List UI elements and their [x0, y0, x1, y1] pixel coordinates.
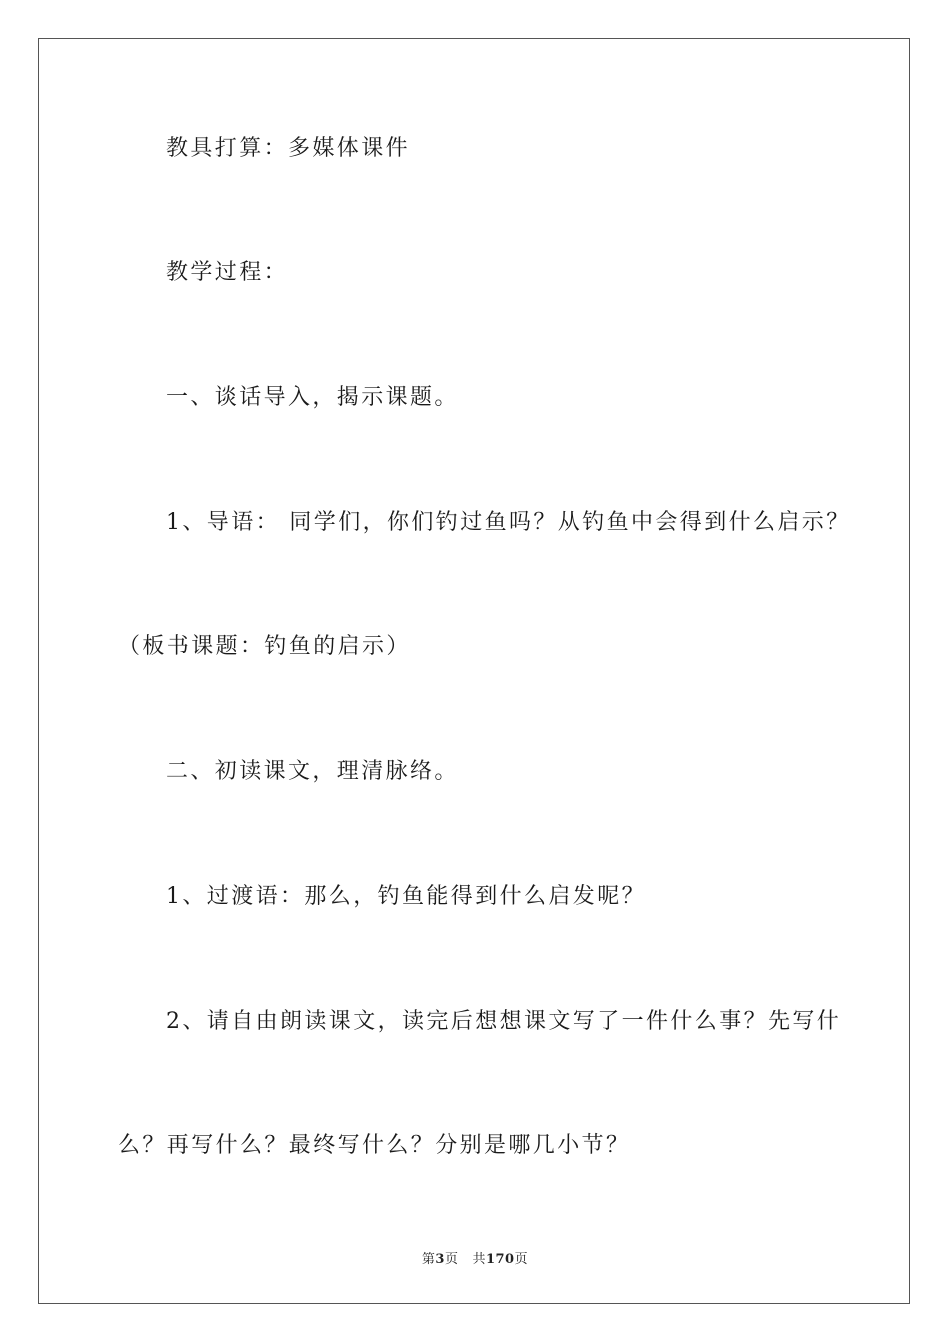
page-suffix: 页 [444, 1252, 459, 1267]
teaching-process-heading: 教学过程： [166, 260, 289, 285]
reading-task-line-2: 么？再写什么？最终写什么？分别是哪几小节？ [118, 1133, 631, 1158]
total-suffix: 页 [514, 1252, 529, 1267]
intro-speech-line: 1、导语： 同学们，你们钓过鱼吗？从钓鱼中会得到什么启示？ [166, 510, 851, 535]
reading-task-line-1: 2、请自由朗读课文，读完后想想课文写了一件什么事？先写什 [166, 1009, 842, 1034]
transition-speech-line: 1、过渡语：那么，钓鱼能得到什么启发呢？ [166, 884, 646, 909]
page-border [38, 38, 910, 1304]
section-one-heading: 一、谈话导入，揭示课题。 [166, 385, 459, 410]
total-prefix: 共 [472, 1252, 486, 1267]
page-prefix: 第 [421, 1252, 436, 1267]
page-number: 3 [435, 1252, 445, 1267]
page-footer [0, 1248, 950, 1267]
section-two-heading: 二、初读课文，理清脉络。 [166, 759, 459, 784]
teaching-aids-line: 教具打算：多媒体课件 [166, 136, 411, 161]
total-pages: 170 [485, 1252, 515, 1267]
blackboard-title-line: （板书课题：钓鱼的启示） [118, 634, 411, 659]
